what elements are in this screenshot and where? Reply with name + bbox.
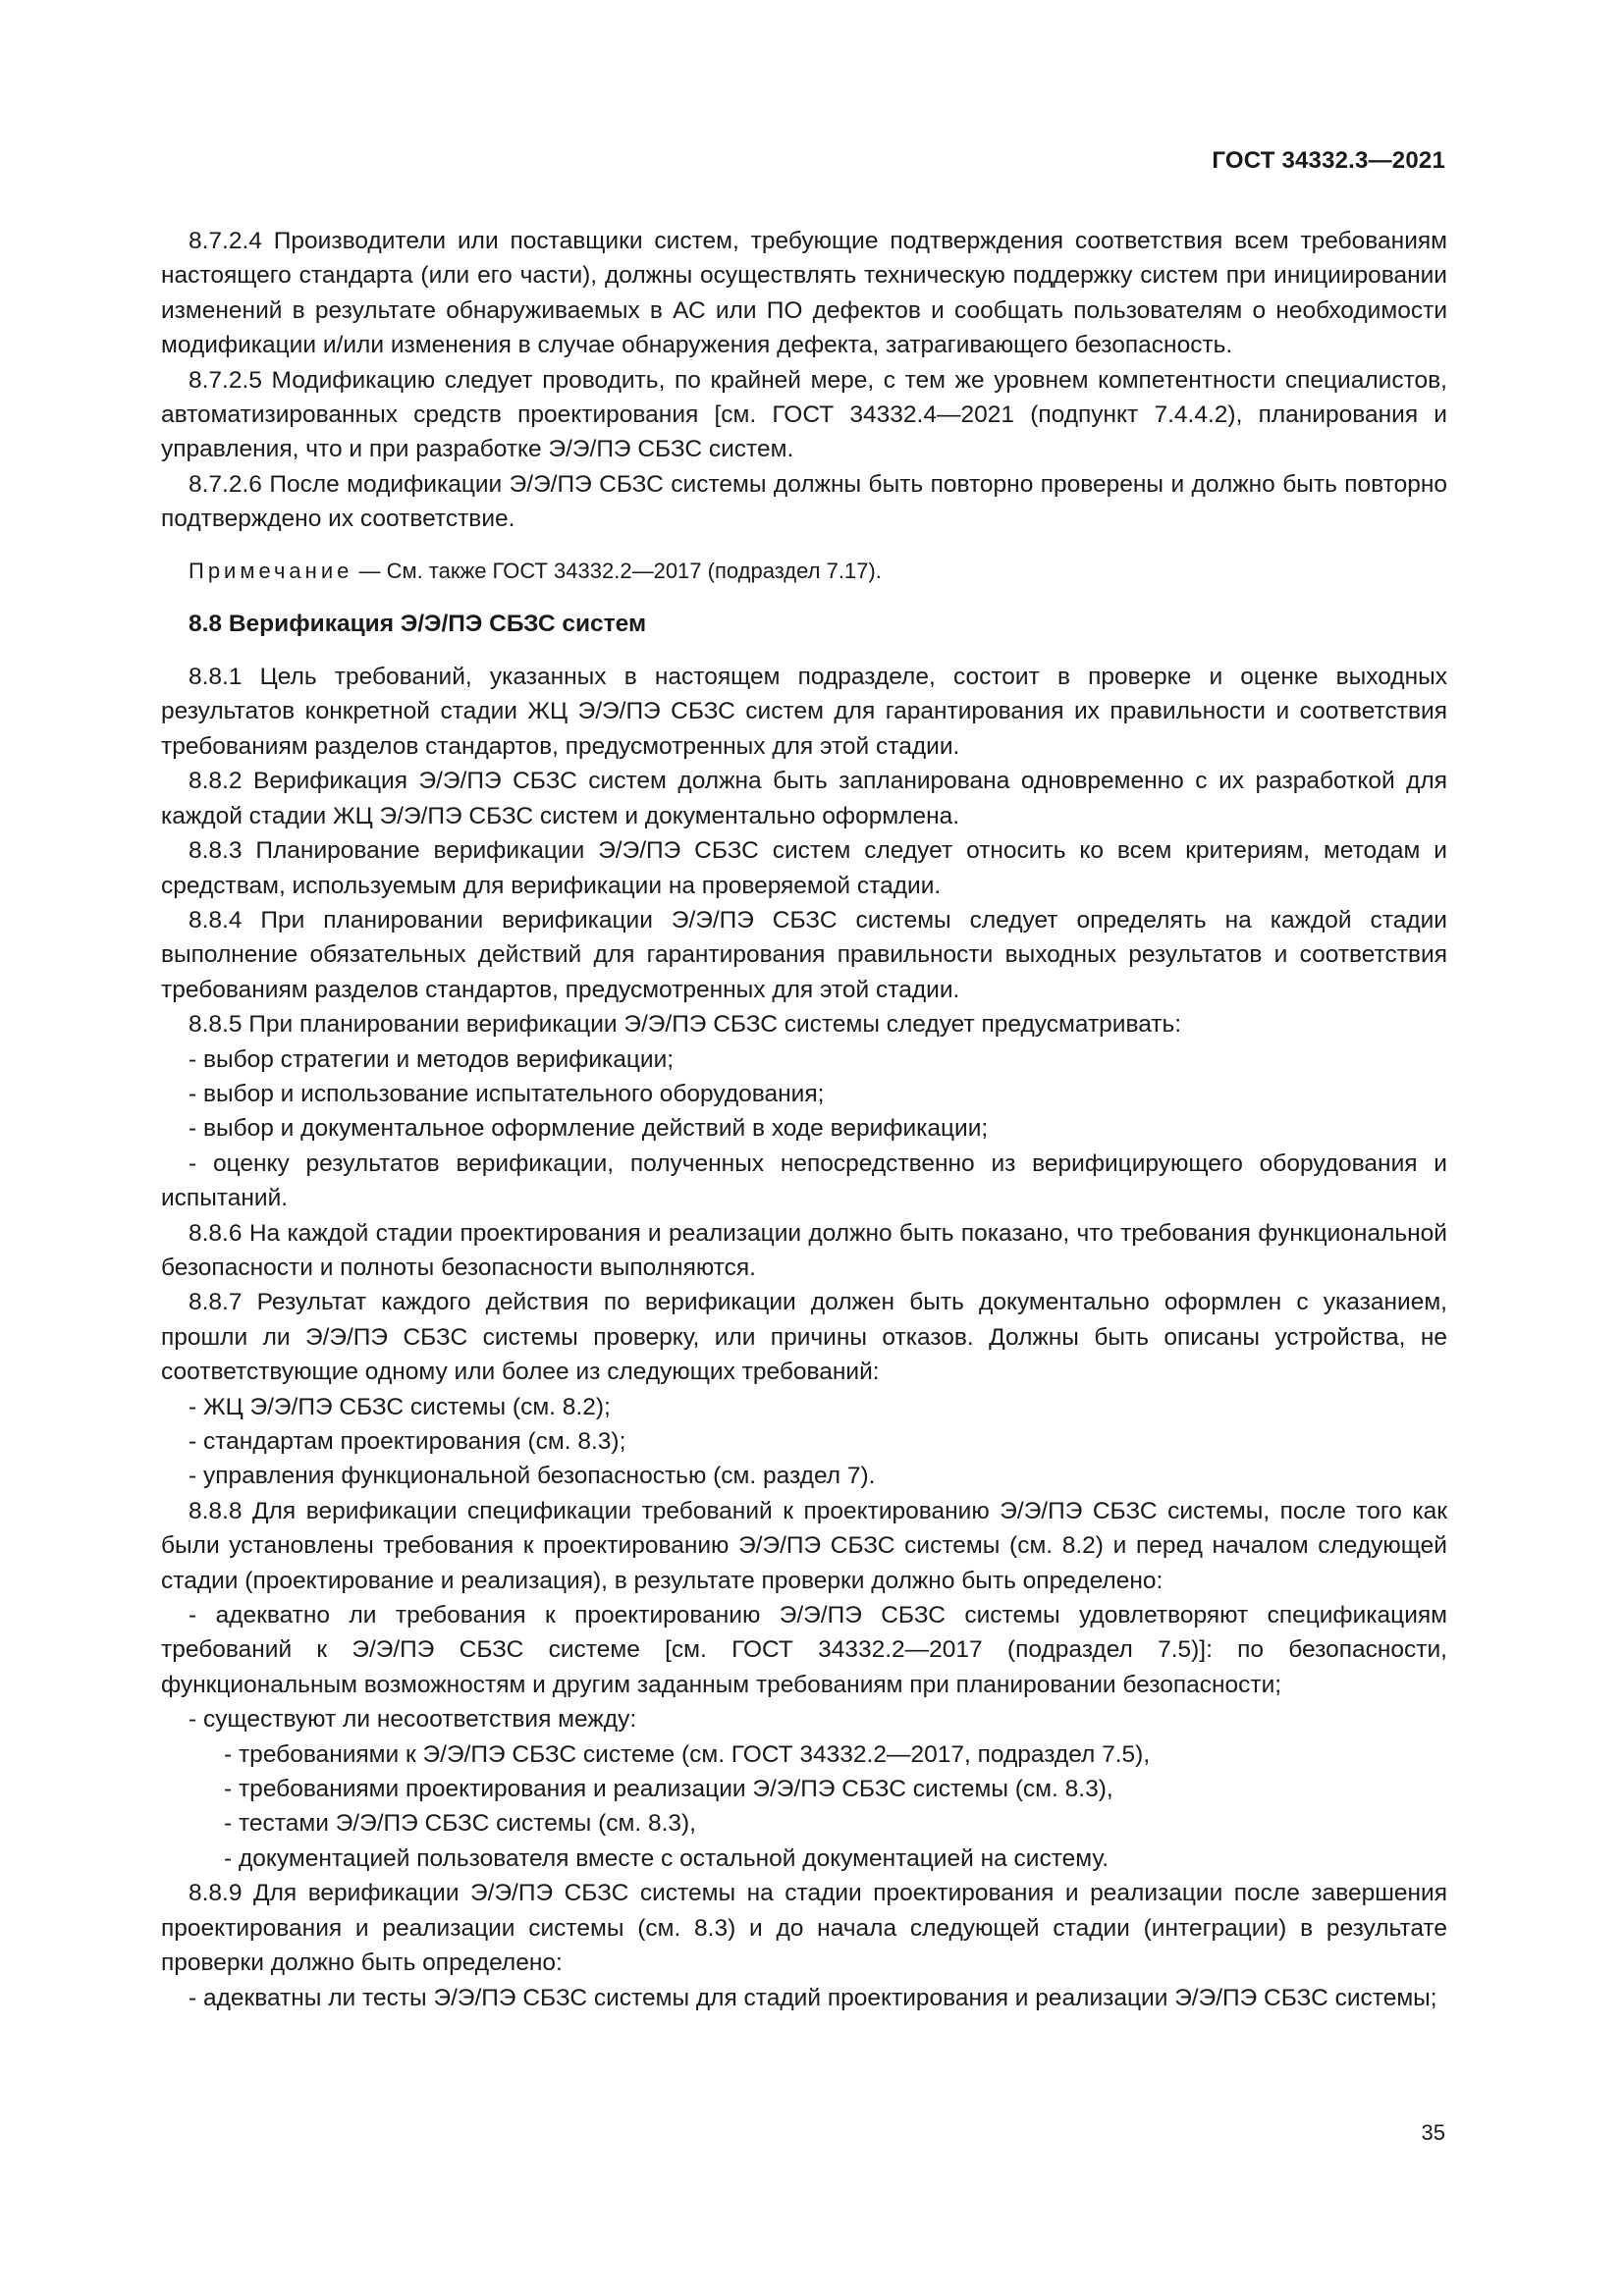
list-item: - выбор и документальное оформление действий в ходе верификации; bbox=[189, 1115, 989, 1143]
list-item: - выбор и использование испытательного оборудования; bbox=[189, 1080, 825, 1107]
sub-list-item: - требованиями проектирования и реализации Э/Э/ПЭ СБЗС системы (см. 8.3), bbox=[224, 1776, 1113, 1803]
note bbox=[161, 554, 1447, 588]
sub-list-item: - тестами Э/Э/ПЭ СБЗС системы (см. 8.3), bbox=[224, 1810, 696, 1838]
list-item: - адекватны ли тесты Э/Э/ПЭ СБЗС системы для стадий проектирования и реализации Э/Э/ПЭ СБЗС системы; bbox=[189, 1984, 1437, 2011]
sub-list-item: - требованиями к Э/Э/ПЭ СБЗС системе (см. ГОСТ 34332.2—2017, подраздел 7.5), bbox=[224, 1740, 1151, 1768]
paragraph-8-7-2-6: 8.7.2.6 После модификации Э/Э/ПЭ СБЗС системы должны быть повторно проверены и должно быть повторно подтверждено их соответствие. bbox=[161, 470, 1447, 533]
list-item: - стандартам проектирования (см. 8.3); bbox=[189, 1428, 626, 1455]
list-item: - адекватно ли требования к проектированию Э/Э/ПЭ СБЗС системы удовлетворяют спецификациям требований к Э/Э/ПЭ СБЗС системе [см. ГОСТ 34332.2—2017 (подраздел 7.5)]: по безопасности, функциональным возможностям и другим заданным требованиям при планировании безопасности; bbox=[161, 1602, 1447, 1698]
paragraph-8-7-2-5: 8.7.2.5 Модификацию следует проводить, по крайней мере, с тем же уровнем компетентности специалистов, автоматизированных средств проектирования [см. ГОСТ 34332.4—2021 (подпункт 7.4.4.2), планирования и управления, что и при разработке Э/Э/ПЭ СБЗС систем. bbox=[161, 366, 1447, 463]
paragraph-8-8-8: 8.8.8 Для верификации спецификации требований к проектированию Э/Э/ПЭ СБЗС системы, после того как были установлены требования к проектированию Э/Э/ПЭ СБЗС системы (см. 8.2) и перед началом следующей стадии (проектирование и реализация), в результате проверки должно быть определено: bbox=[161, 1497, 1447, 1594]
paragraph-8-8-5: 8.8.5 При планировании верификации Э/Э/ПЭ СБЗС системы следует предусматривать: bbox=[189, 1011, 1182, 1039]
list-item: - существуют ли несоответствия между: bbox=[189, 1706, 637, 1734]
paragraph-8-7-2-4: 8.7.2.4 Производители или поставщики систем, требующие подтверждения соответствия всем требованиям настоящего стандарта (или его части), должны осуществлять техническую поддержку систем при инициировании изменений в результате обнаруживаемых в АС или ПО дефектов и сообщать пользователям о необходимости модификации и/или изменения в случае обнаружения дефекта, затрагивающего безопасность. bbox=[161, 228, 1447, 359]
list-item: - оценку результатов верификации, полученных непосредственно из верифицирующего оборудования и испытаний. bbox=[161, 1149, 1447, 1212]
paragraph-8-8-4: 8.8.4 При планировании верификации Э/Э/ПЭ СБЗС системы следует определять на каждой стадии выполнение обязательных действий для гарантирования правильности выходных результатов и соответствия требованиям разделов стандартов, предусмотренных для этой стадии. bbox=[161, 906, 1447, 1003]
document-body bbox=[161, 224, 1447, 2015]
paragraph-8-8-1: 8.8.1 Цель требований, указанных в настоящем подразделе, состоит в проверке и оценке выходных результатов конкретной стадии ЖЦ Э/Э/ПЭ СБЗС систем для гарантирования их правильности и соответствия требованиям разделов стандартов, предусмотренных для этой стадии. bbox=[161, 664, 1447, 760]
page-number: 35 bbox=[1421, 2120, 1445, 2145]
document-number-header: ГОСТ 34332.3—2021 bbox=[1212, 147, 1445, 174]
list-item: - выбор стратегии и методов верификации; bbox=[189, 1045, 675, 1073]
paragraph-8-8-6: 8.8.6 На каждой стадии проектирования и реализации должно быть показано, что требования функциональной безопасности и полноты безопасности выполняются. bbox=[161, 1219, 1447, 1281]
paragraph-8-8-3: 8.8.3 Планирование верификации Э/Э/ПЭ СБЗС систем следует относить ко всем критериям, методам и средствам, используемым для верификации на проверяемой стадии. bbox=[161, 837, 1447, 899]
paragraph-8-8-9: 8.8.9 Для верификации Э/Э/ПЭ СБЗС системы на стадии проектирования и реализации после завершения проектирования и реализации системы (см. 8.3) и до начала следующей стадии (интеграции) в результате проверки должно быть определено: bbox=[161, 1880, 1447, 1977]
paragraph-8-8-7: 8.8.7 Результат каждого действия по верификации должен быть документально оформлен с указанием, прошли ли Э/Э/ПЭ СБЗС системы проверку, или причины отказов. Должны быть описаны устройства, не соответствующие одному или более из следующих требований: bbox=[161, 1289, 1447, 1386]
paragraph-8-8-2: 8.8.2 Верификация Э/Э/ПЭ СБЗС систем должна быть запланирована одновременно с их разработкой для каждой стадии ЖЦ Э/Э/ПЭ СБЗС систем и документально оформлена. bbox=[161, 768, 1447, 829]
list-item: - ЖЦ Э/Э/ПЭ СБЗС системы (см. 8.2); bbox=[189, 1393, 611, 1420]
note-label: Примечание bbox=[189, 558, 353, 583]
list-item: - управления функциональной безопасностью (см. раздел 7). bbox=[189, 1463, 876, 1490]
note-text: — См. также ГОСТ 34332.2—2017 (подраздел 7.17). bbox=[352, 558, 882, 583]
section-title: 8.8 Верификация Э/Э/ПЭ СБЗС систем bbox=[189, 610, 647, 637]
sub-list-item: - документацией пользователя вместе с остальной документацией на систему. bbox=[224, 1844, 1110, 1872]
